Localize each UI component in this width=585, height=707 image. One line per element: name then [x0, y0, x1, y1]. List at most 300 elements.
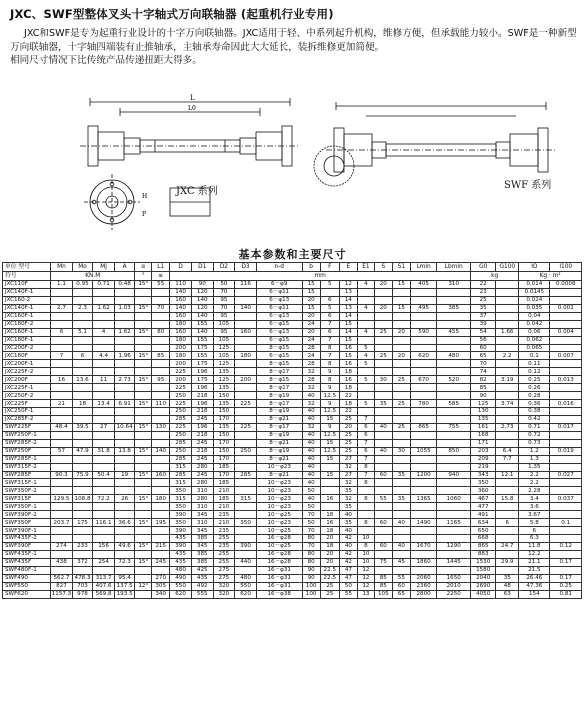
- table-cell: 27: [93, 423, 115, 431]
- table-cell: [51, 336, 73, 344]
- table-cell: [93, 535, 115, 543]
- table-cell: 175: [72, 519, 92, 527]
- table-cell: 49.6: [114, 542, 134, 550]
- table-cell: 85: [374, 582, 392, 590]
- table-cell: 110: [152, 400, 170, 408]
- spec-table-body: [3, 263, 582, 599]
- table-cell: [496, 296, 519, 304]
- table-cell: 15: [339, 320, 357, 328]
- table-cell: 10－φ23: [256, 503, 302, 511]
- table-cell: [93, 503, 115, 511]
- table-cell: 90: [302, 574, 320, 582]
- table-cell: [437, 550, 471, 558]
- table-cell: 865: [410, 423, 436, 431]
- table-cell: [72, 368, 92, 376]
- model-cell: SWF350F-1: [3, 503, 51, 511]
- table-cell: [496, 408, 519, 416]
- table-cell: 15: [339, 336, 357, 344]
- table-cell: 5: [320, 281, 339, 289]
- dim-label-h: H: [142, 193, 148, 200]
- table-cell: 435: [170, 550, 192, 558]
- table-cell: [496, 384, 519, 392]
- table-cell: [152, 431, 170, 439]
- table-cell: 1.66: [496, 328, 519, 336]
- table-cell: 480: [437, 352, 471, 360]
- table-cell: 25: [374, 352, 392, 360]
- table-cell: 10: [357, 535, 374, 543]
- table-cell: 0.001: [550, 304, 582, 312]
- table-cell: 2.2: [519, 471, 550, 479]
- table-cell: [357, 288, 374, 296]
- model-cell: JXC140F-1: [3, 288, 51, 296]
- table-cell: [93, 463, 115, 471]
- table-cell: 90.3: [51, 471, 73, 479]
- table-cell: 0.0008: [550, 281, 582, 289]
- table-cell: [93, 320, 115, 328]
- table-cell: 275: [213, 566, 235, 574]
- table-cell: 26: [114, 495, 134, 503]
- table-cell: 313.7: [93, 574, 115, 582]
- table-cell: [51, 368, 73, 376]
- table-cell: 13.4: [93, 400, 115, 408]
- table-cell: 8－φ15: [256, 344, 302, 352]
- table-cell: 180: [235, 352, 257, 360]
- table-cell: [152, 535, 170, 543]
- table-cell: 6.4: [496, 447, 519, 455]
- table-cell: 50: [302, 519, 320, 527]
- table-cell: 15°: [135, 519, 152, 527]
- table-cell: 16: [51, 376, 73, 384]
- table-cell: 255: [213, 535, 235, 543]
- table-cell: [135, 527, 152, 535]
- table-row: [3, 511, 582, 519]
- table-cell: [392, 566, 410, 574]
- table-cell: 16: [339, 376, 357, 384]
- table-cell: [135, 368, 152, 376]
- table-cell: 1.03: [114, 304, 134, 312]
- table-cell: [374, 511, 392, 519]
- unit-cell: ≤: [152, 272, 170, 281]
- table-cell: 55: [374, 495, 392, 503]
- table-cell: 4050: [471, 590, 496, 598]
- table-cell: 18: [339, 384, 357, 392]
- table-cell: 5: [320, 304, 339, 312]
- table-cell: [51, 392, 73, 400]
- table-cell: [374, 368, 392, 376]
- table-cell: 620: [235, 590, 257, 598]
- table-cell: [496, 312, 519, 320]
- header-cell: Lmin: [410, 263, 436, 272]
- table-cell: 54: [471, 328, 496, 336]
- unit-cell: 符号: [3, 272, 51, 281]
- table-cell: [235, 455, 257, 463]
- table-cell: [392, 296, 410, 304]
- table-cell: 755: [437, 423, 471, 431]
- table-cell: 1.3: [519, 455, 550, 463]
- table-cell: 20: [320, 550, 339, 558]
- table-cell: 2060: [410, 574, 436, 582]
- table-cell: 47.9: [72, 447, 92, 455]
- table-cell: 255: [213, 550, 235, 558]
- table-cell: 50: [213, 281, 235, 289]
- table-cell: 95: [213, 296, 235, 304]
- table-cell: 137.5: [114, 582, 134, 590]
- table-cell: [51, 384, 73, 392]
- table-cell: 310: [191, 519, 213, 527]
- table-cell: 15: [320, 455, 339, 463]
- table-cell: [114, 487, 134, 495]
- table-cell: [374, 312, 392, 320]
- table-cell: [152, 479, 170, 487]
- table-cell: 85: [374, 574, 392, 582]
- table-cell: 22: [339, 408, 357, 416]
- table-cell: [357, 511, 374, 519]
- model-cell: SWF480F-1: [3, 566, 51, 574]
- header-cell: I100: [550, 263, 582, 272]
- table-cell: 0.12: [550, 542, 582, 550]
- table-cell: 4: [357, 281, 374, 289]
- table-cell: [550, 550, 582, 558]
- table-cell: 8: [320, 360, 339, 368]
- table-cell: 48.4: [51, 423, 73, 431]
- table-cell: [51, 415, 73, 423]
- table-cell: 435: [170, 535, 192, 543]
- table-cell: 4: [93, 328, 115, 336]
- table-cell: 15: [392, 281, 410, 289]
- table-cell: [437, 344, 471, 352]
- table-cell: 270: [152, 574, 170, 582]
- table-cell: [72, 344, 92, 352]
- header-cell: b: [302, 263, 320, 272]
- model-cell: JXC250F-2: [3, 392, 51, 400]
- table-cell: [72, 384, 92, 392]
- table-cell: 9: [320, 368, 339, 376]
- table-cell: [135, 344, 152, 352]
- table-cell: 8－φ17: [256, 368, 302, 376]
- model-cell: JXC225F-1: [3, 384, 51, 392]
- table-cell: 200: [170, 360, 192, 368]
- table-header-row: [3, 263, 582, 272]
- table-cell: [93, 527, 115, 535]
- header-cell: Lbmin: [437, 263, 471, 272]
- table-cell: [550, 360, 582, 368]
- table-cell: 154: [519, 590, 550, 598]
- table-cell: 160: [235, 328, 257, 336]
- table-cell: 40: [302, 471, 320, 479]
- table-cell: [235, 296, 257, 304]
- table-cell: 160: [152, 471, 170, 479]
- table-cell: 492: [191, 582, 213, 590]
- table-cell: [392, 344, 410, 352]
- header-cell: 单位 型号: [3, 263, 51, 272]
- model-cell: SWF285F: [3, 471, 51, 479]
- table-cell: 42: [339, 550, 357, 558]
- table-cell: 1.62: [93, 304, 115, 312]
- table-cell: 16: [339, 344, 357, 352]
- table-cell: 196: [191, 368, 213, 376]
- table-cell: 18: [339, 400, 357, 408]
- table-cell: 2.3: [72, 304, 92, 312]
- table-cell: 250: [170, 447, 192, 455]
- table-cell: 285: [170, 439, 192, 447]
- table-cell: 225: [170, 400, 192, 408]
- table-cell: 70: [471, 360, 496, 368]
- table-cell: 25: [392, 423, 410, 431]
- table-cell: [235, 312, 257, 320]
- table-cell: [93, 368, 115, 376]
- model-cell: JXC160-2: [3, 296, 51, 304]
- table-cell: [135, 455, 152, 463]
- model-cell: SWF435F: [3, 558, 51, 566]
- header-cell: A: [114, 263, 134, 272]
- table-cell: 125: [213, 344, 235, 352]
- table-cell: 2.73: [114, 376, 134, 384]
- table-cell: [72, 455, 92, 463]
- intro-text: [10, 27, 580, 68]
- table-cell: [374, 288, 392, 296]
- table-row: [3, 415, 582, 423]
- table-cell: 865: [471, 542, 496, 550]
- table-cell: 32: [302, 384, 320, 392]
- table-cell: 12: [357, 566, 374, 574]
- table-cell: [51, 296, 73, 304]
- table-cell: 8－φ15: [256, 360, 302, 368]
- table-row: [3, 320, 582, 328]
- table-cell: 3.74: [496, 400, 519, 408]
- table-row: [3, 376, 582, 384]
- table-cell: [374, 550, 392, 558]
- table-cell: [114, 463, 134, 471]
- table-cell: [410, 527, 436, 535]
- table-cell: 25: [392, 400, 410, 408]
- table-cell: 29.9: [496, 558, 519, 566]
- table-cell: [235, 288, 257, 296]
- table-cell: [93, 431, 115, 439]
- table-cell: [392, 415, 410, 423]
- table-cell: 10: [357, 550, 374, 558]
- table-cell: 0.71: [93, 281, 115, 289]
- table-cell: [135, 566, 152, 574]
- table-cell: [550, 527, 582, 535]
- model-cell: SWF435F-1: [3, 550, 51, 558]
- table-cell: 2250: [437, 590, 471, 598]
- table-cell: [135, 360, 152, 368]
- table-cell: 20: [374, 281, 392, 289]
- header-cell: IO: [519, 263, 550, 272]
- table-cell: 0.1: [519, 352, 550, 360]
- table-cell: 25: [471, 296, 496, 304]
- table-cell: 9: [320, 400, 339, 408]
- table-cell: 203.7: [51, 519, 73, 527]
- table-cell: 438: [51, 558, 73, 566]
- table-cell: 90: [471, 392, 496, 400]
- table-cell: 12°: [135, 582, 152, 590]
- table-cell: [135, 384, 152, 392]
- table-cell: [72, 511, 92, 519]
- table-cell: 20: [302, 296, 320, 304]
- table-cell: 250: [170, 431, 192, 439]
- table-cell: [72, 503, 92, 511]
- table-cell: 978: [72, 590, 92, 598]
- table-row: [3, 360, 582, 368]
- table-cell: [437, 487, 471, 495]
- table-cell: [114, 455, 134, 463]
- table-cell: 1060: [437, 495, 471, 503]
- table-cell: 23: [471, 288, 496, 296]
- model-cell: SWF315F-1: [3, 479, 51, 487]
- table-cell: 25: [374, 328, 392, 336]
- table-cell: 1290: [437, 542, 471, 550]
- table-cell: 218: [191, 408, 213, 416]
- table-cell: 0.17: [550, 558, 582, 566]
- table-cell: [374, 503, 392, 511]
- table-cell: [410, 431, 436, 439]
- unit-cell: Kg · m²: [519, 272, 582, 281]
- table-row: [3, 479, 582, 487]
- table-cell: 80: [302, 535, 320, 543]
- table-cell: 6: [51, 328, 73, 336]
- table-cell: 0.06: [519, 328, 550, 336]
- model-cell: SWF315F: [3, 495, 51, 503]
- table-cell: 827: [51, 582, 73, 590]
- table-cell: 245: [152, 558, 170, 566]
- table-cell: 140: [170, 288, 192, 296]
- table-cell: 40: [339, 542, 357, 550]
- header-cell: D2: [213, 263, 235, 272]
- table-cell: [135, 511, 152, 519]
- table-row: [3, 352, 582, 360]
- table-cell: [550, 344, 582, 352]
- table-cell: 40: [302, 408, 320, 416]
- spec-table: [2, 262, 582, 599]
- model-cell: SWF620: [3, 590, 51, 598]
- table-cell: 90: [191, 281, 213, 289]
- table-cell: 0.035: [519, 304, 550, 312]
- table-cell: 209: [471, 455, 496, 463]
- table-cell: 9: [320, 423, 339, 431]
- table-cell: 350: [170, 503, 192, 511]
- table-cell: 8－φ19: [256, 408, 302, 416]
- table-cell: [72, 566, 92, 574]
- table-cell: 360: [471, 487, 496, 495]
- table-cell: 490: [170, 574, 192, 582]
- table-cell: [51, 527, 73, 535]
- table-cell: 40: [339, 511, 357, 519]
- table-cell: 0.027: [550, 471, 582, 479]
- dim-label-p: P: [142, 211, 147, 218]
- table-cell: 185: [213, 463, 235, 471]
- table-cell: 100: [302, 590, 320, 598]
- table-cell: 155: [191, 352, 213, 360]
- table-cell: 120: [191, 288, 213, 296]
- table-cell: 390: [235, 542, 257, 550]
- table-cell: 135: [213, 368, 235, 376]
- table-cell: [392, 392, 410, 400]
- table-cell: [152, 439, 170, 447]
- table-cell: 0.17: [550, 574, 582, 582]
- table-cell: 24.7: [496, 542, 519, 550]
- table-cell: 75.9: [72, 471, 92, 479]
- model-cell: SWF390F-1: [3, 527, 51, 535]
- table-cell: 0.71: [519, 423, 550, 431]
- table-cell: 24: [302, 320, 320, 328]
- table-cell: [135, 415, 152, 423]
- table-cell: [152, 392, 170, 400]
- table-cell: 12: [357, 582, 374, 590]
- table-cell: [410, 360, 436, 368]
- table-cell: 15°: [135, 400, 152, 408]
- table-cell: [135, 550, 152, 558]
- table-cell: 25: [339, 431, 357, 439]
- table-cell: [72, 312, 92, 320]
- table-cell: 14: [339, 328, 357, 336]
- table-cell: 235: [213, 542, 235, 550]
- table-cell: 18: [320, 542, 339, 550]
- table-cell: 425: [191, 566, 213, 574]
- table-cell: 245: [191, 439, 213, 447]
- table-cell: [437, 384, 471, 392]
- table-cell: [93, 455, 115, 463]
- table-cell: 590: [410, 328, 436, 336]
- table-cell: [496, 344, 519, 352]
- table-cell: 50.4: [93, 471, 115, 479]
- table-cell: 75: [374, 558, 392, 566]
- table-cell: 40: [302, 495, 320, 503]
- table-cell: [410, 535, 436, 543]
- table-cell: 210: [213, 519, 235, 527]
- table-cell: 74: [471, 368, 496, 376]
- table-cell: 65: [471, 352, 496, 360]
- table-cell: [550, 296, 582, 304]
- table-cell: 32: [302, 400, 320, 408]
- table-cell: 235: [213, 527, 235, 535]
- model-cell: JXC180F: [3, 352, 51, 360]
- table-cell: 11: [93, 376, 115, 384]
- table-cell: 35: [339, 503, 357, 511]
- table-cell: 12: [339, 281, 357, 289]
- table-cell: 285: [170, 455, 192, 463]
- table-cell: [235, 463, 257, 471]
- table-cell: 37: [471, 312, 496, 320]
- table-cell: [550, 511, 582, 519]
- table-cell: 7: [357, 415, 374, 423]
- table-cell: 12.5: [320, 431, 339, 439]
- table-cell: 40: [392, 542, 410, 550]
- table-cell: 8－φ17: [256, 384, 302, 392]
- table-cell: [114, 392, 134, 400]
- table-cell: [152, 288, 170, 296]
- table-cell: 180: [170, 320, 192, 328]
- table-cell: [374, 527, 392, 535]
- table-cell: [410, 455, 436, 463]
- table-cell: 555: [191, 590, 213, 598]
- table-cell: [114, 479, 134, 487]
- table-cell: 2800: [410, 590, 436, 598]
- table-cell: 0.014: [519, 281, 550, 289]
- table-cell: 8: [357, 519, 374, 527]
- table-cell: 8: [320, 344, 339, 352]
- table-cell: 95: [213, 328, 235, 336]
- table-cell: [152, 408, 170, 416]
- table-cell: [152, 415, 170, 423]
- table-cell: [374, 479, 392, 487]
- table-row: [3, 392, 582, 400]
- table-cell: 6: [519, 527, 550, 535]
- table-cell: [235, 320, 257, 328]
- table-row: [3, 423, 582, 431]
- table-cell: [235, 550, 257, 558]
- table-cell: [496, 487, 519, 495]
